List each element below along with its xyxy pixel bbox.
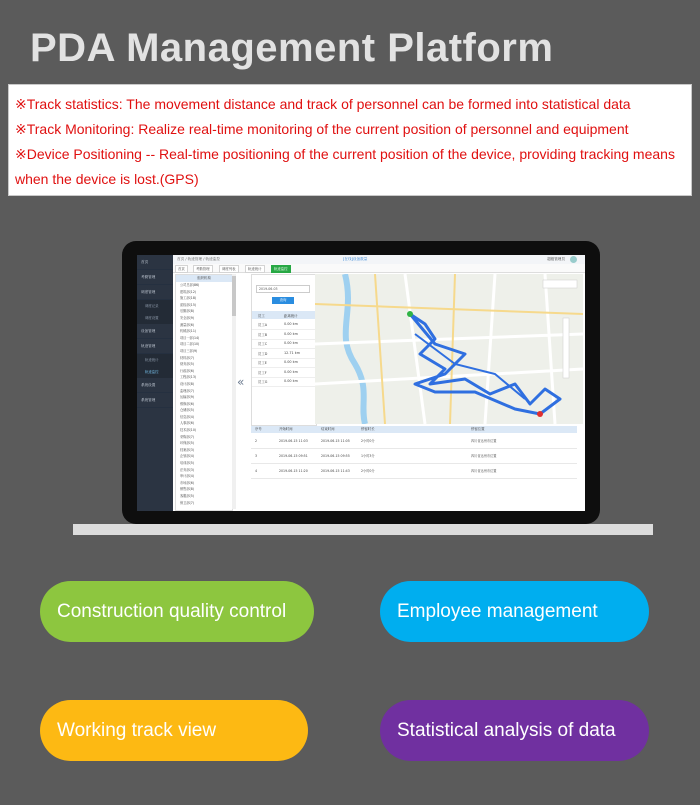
table-cell: 四川省达州市位置 — [471, 469, 497, 473]
employee-name: 员工C — [258, 342, 268, 346]
working-track-button[interactable]: Working track view — [40, 700, 308, 761]
distance-panel — [251, 274, 317, 426]
tree-node[interactable]: 行政部(6) — [180, 368, 195, 373]
tree-node[interactable]: 销售部(8) — [180, 487, 195, 492]
tab-home[interactable]: 首页 — [175, 265, 188, 273]
sidebar-subitem-track-monitoring[interactable]: 轨迹监控 — [137, 366, 173, 378]
table-cell: 2019-06-15 11:03 — [279, 439, 308, 443]
track-map-drawing — [315, 274, 583, 424]
tree-node[interactable]: 法务部(3) — [180, 467, 195, 472]
table-row[interactable] — [251, 434, 577, 449]
org-tree-header: 组织机构 — [176, 275, 232, 282]
sidebar-subitem-track-statistics[interactable]: 轨迹统计 — [137, 354, 173, 366]
tree-node[interactable]: 后勤部(8) — [180, 309, 195, 314]
table-cell: 2019-06-15 11:43 — [321, 469, 350, 473]
table-cell: 2 — [255, 439, 258, 443]
table-cell: 2019-06-15 09:51 — [279, 454, 308, 458]
table-col-start: 开始时间 — [279, 427, 293, 431]
laptop-mockup — [122, 241, 600, 524]
sidebar-subitem-dispatch-settings[interactable]: 调度设置 — [137, 312, 173, 324]
tab-track-statistics[interactable]: 轨迹统计 — [245, 265, 265, 273]
collapse-panel-icon[interactable]: « — [237, 375, 245, 389]
tree-node[interactable]: 项目二部(10) — [180, 342, 200, 347]
sidebar-item-dispatch[interactable]: 调度管理 — [137, 285, 173, 300]
distance-row — [252, 358, 316, 368]
feature-device-positioning: ※Device Positioning -- Real-time positioning of the current position of the device, providing tracking means when the device is lost.(GPS) — [15, 146, 675, 187]
employee-name: 员工G — [258, 380, 268, 384]
tab-dispatch-list[interactable]: 调度列表 — [219, 265, 239, 273]
tree-node[interactable]: 采购部(7) — [180, 434, 195, 439]
tree-node[interactable]: 市场部(6) — [180, 480, 195, 485]
tree-node[interactable]: 企划部(4) — [180, 454, 195, 459]
tree-node[interactable]: 客服部(5) — [180, 494, 195, 498]
tree-node[interactable]: 财务部(5) — [180, 362, 195, 367]
table-col-index: 序号 — [255, 427, 262, 431]
tree-node[interactable]: 施工部(18) — [180, 296, 197, 301]
tree-node[interactable]: 机械部(11) — [180, 329, 197, 334]
tree-node[interactable]: 环保部(5) — [180, 441, 195, 446]
distance-value: 12.71 km — [284, 350, 301, 355]
track-map[interactable] — [315, 274, 583, 424]
tree-node[interactable]: 培训部(5) — [180, 461, 195, 466]
feature-track-statistics: ※Track statistics: The movement distance and track of personnel can be formed into statistical data — [15, 96, 631, 112]
distance-row — [252, 377, 316, 387]
distance-row — [252, 339, 316, 349]
tree-node[interactable]: 审计部(4) — [180, 474, 195, 479]
panel-col-distance: 距离统计 — [284, 314, 298, 318]
tree-node[interactable]: 监理部(7) — [180, 388, 195, 393]
table-cell: 2019-06-15 09:55 — [321, 454, 350, 458]
tree-node[interactable]: 安全部(9) — [180, 315, 195, 320]
table-row[interactable] — [251, 449, 577, 464]
sidebar-item-home[interactable]: 首页 — [137, 255, 173, 270]
sidebar-item-system-settings[interactable]: 系统设置 — [137, 378, 173, 393]
table-col-location: 停留位置 — [471, 427, 485, 431]
stay-table — [251, 426, 583, 509]
tree-node[interactable]: 公司总部(86) — [180, 283, 200, 287]
table-col-duration: 停留时长 — [361, 427, 375, 431]
feature-list — [8, 84, 692, 196]
table-cell: 4 — [255, 469, 258, 473]
feature-track-monitoring: ※Track Monitoring: Realize real-time monitoring of the current position of personnel and equipment — [15, 121, 629, 137]
tree-node[interactable]: 维修部(6) — [180, 401, 195, 406]
table-cell: 2019-06-15 11:05 — [321, 439, 350, 443]
sidebar-item-device[interactable]: 设备管理 — [137, 324, 173, 339]
tree-node[interactable]: 设计部(8) — [180, 381, 195, 386]
breadcrumb: 首页 / 轨迹管理 / 轨迹监控 — [177, 257, 220, 261]
tree-node[interactable]: 质检部(15) — [180, 302, 197, 307]
distance-row — [252, 368, 316, 378]
query-button[interactable]: 查询 — [272, 297, 294, 304]
distance-value: 0.00 km — [284, 369, 298, 374]
tree-node[interactable]: 工程部(13) — [180, 375, 197, 380]
sidebar-item-track[interactable]: 轨迹管理 — [137, 339, 173, 354]
table-cell: 2小时0分 — [361, 439, 375, 443]
employee-name: 员工E — [258, 361, 267, 365]
avatar[interactable] — [570, 256, 577, 263]
app-sidebar — [137, 255, 173, 511]
online-devices-link[interactable]: [在线]设备数量 — [343, 257, 368, 261]
table-cell: 四川省达州市位置 — [471, 439, 497, 443]
tree-scrollbar[interactable] — [232, 274, 236, 509]
table-col-end: 结束时间 — [321, 427, 335, 431]
tree-node[interactable]: 运输部(9) — [180, 395, 195, 400]
tree-node[interactable]: 档案部(3) — [180, 447, 195, 452]
page-title: PDA Management Platform — [30, 26, 554, 70]
tab-track-monitoring[interactable]: 轨迹监控 — [271, 265, 291, 273]
distance-value: 0.00 km — [284, 341, 298, 345]
employee-name: 员工A — [258, 323, 268, 327]
distance-value: 0.00 km — [284, 379, 298, 383]
construction-quality-button[interactable]: Construction quality control — [40, 581, 314, 642]
org-tree — [175, 274, 233, 511]
laptop-base — [73, 524, 653, 535]
statistical-analysis-button[interactable]: Statistical analysis of data — [380, 700, 649, 761]
tree-node[interactable]: 人事部(6) — [180, 421, 195, 426]
tree-node[interactable]: 技术部(10) — [180, 428, 197, 433]
table-cell: 2019-06-15 11:20 — [279, 469, 308, 473]
date-input[interactable]: 2019-06-03 — [256, 285, 310, 293]
tree-node[interactable]: 材料部(7) — [180, 355, 195, 360]
employee-name: 员工B — [258, 332, 268, 337]
app-screenshot — [137, 255, 585, 511]
table-cell: 2小时0分 — [361, 469, 375, 473]
employee-management-button[interactable]: Employee management — [380, 581, 649, 642]
table-cell: 四川省达州市位置 — [471, 454, 497, 458]
table-cell: 1小时3分 — [361, 454, 375, 458]
distance-value: 0.00 km — [284, 322, 298, 326]
employee-name: 员工F — [258, 370, 267, 375]
user-name[interactable]: 超级管理员 — [547, 257, 565, 261]
tree-node[interactable]: 保卫部(7) — [180, 500, 195, 505]
sidebar-item-system-admin[interactable]: 系统管理 — [137, 393, 173, 408]
tree-node[interactable]: 仓储部(5) — [180, 408, 195, 413]
tab-attendance[interactable]: 考勤管理 — [193, 265, 213, 273]
distance-row — [252, 349, 316, 359]
table-row[interactable] — [251, 464, 577, 479]
tree-node[interactable]: 测量部(6) — [180, 322, 195, 327]
sidebar-item-attendance[interactable]: 考勤管理 — [137, 270, 173, 285]
tree-node[interactable]: 信息部(4) — [180, 414, 195, 419]
tree-node[interactable]: 建筑部(12) — [180, 289, 197, 294]
tree-node[interactable]: 项目三部(9) — [180, 348, 198, 353]
panel-col-employee: 员工 — [258, 314, 265, 318]
sidebar-subitem-dispatch-record[interactable]: 调度记录 — [137, 300, 173, 312]
employee-name: 员工D — [258, 351, 268, 356]
distance-value: 0.00 km — [284, 331, 298, 336]
distance-row — [252, 320, 316, 330]
distance-row — [252, 330, 316, 340]
tree-node[interactable]: 项目一部(14) — [180, 335, 200, 340]
distance-value: 0.00 km — [284, 360, 298, 364]
table-cell: 3 — [255, 454, 258, 458]
app-tabs — [173, 264, 585, 273]
